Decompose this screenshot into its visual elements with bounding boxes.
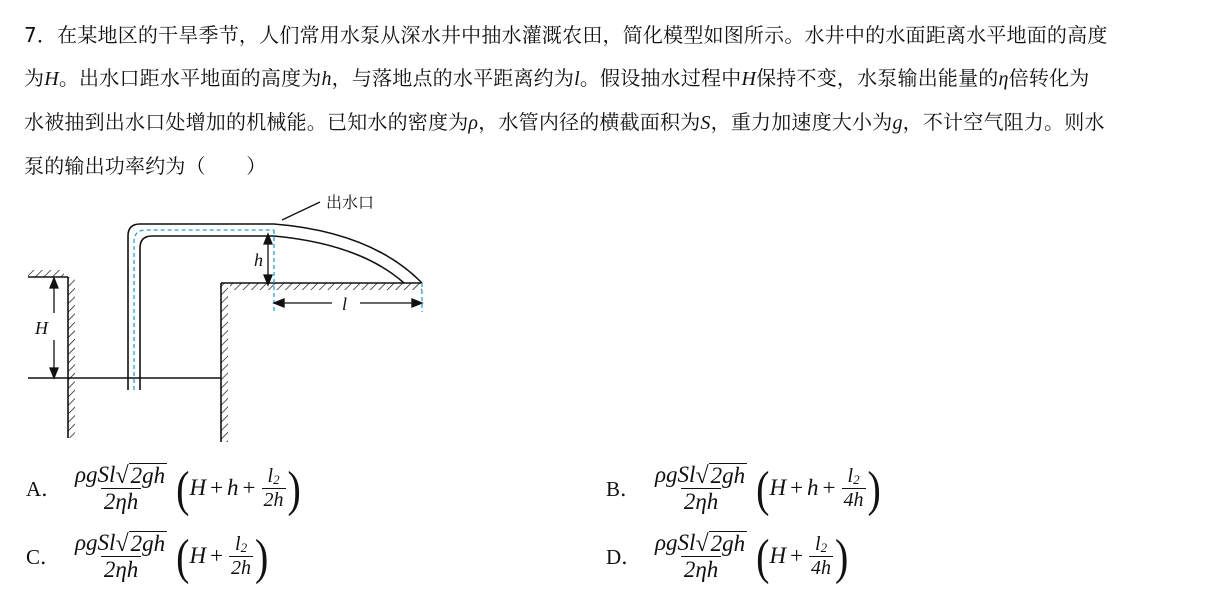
- var-l: l: [574, 68, 580, 90]
- option-d-formula: ρgSl √ 2gh 2ηh ( H + l 2 4h ): [646, 526, 848, 587]
- option-b[interactable]: [606, 456, 881, 520]
- stem-line-2: 为H。出水口距水平地面的高度为h，与落地点的水平距离约为l。假设抽水过程中H保持不变，水泵输出能量的η倍转化为: [24, 66, 1090, 90]
- pump-diagram: [20, 190, 440, 446]
- option-b-letter: B．: [606, 477, 642, 501]
- option-a[interactable]: [26, 456, 301, 520]
- water-pipe: [128, 224, 274, 390]
- var-H: H: [44, 68, 59, 90]
- water-jet: [274, 224, 422, 283]
- outlet-label: 出水口: [326, 193, 375, 212]
- question-stem: [24, 14, 1194, 188]
- right-ground: [221, 283, 422, 442]
- H-dimension: [50, 278, 58, 378]
- var-g: g: [892, 112, 903, 134]
- option-a-inner-fraction: l 2 2h: [263, 464, 284, 511]
- option-b-inner-fraction: l 2 4h: [843, 464, 864, 511]
- var-rho: ρ: [468, 112, 479, 134]
- h-label: h: [254, 250, 263, 270]
- option-b-formula: ρgSl √ 2gh 2ηh ( H + h + l 2 4h ): [646, 458, 881, 519]
- outlet-pointer: [282, 202, 320, 220]
- option-c-main-fraction: ρgSl √ 2gh 2ηh: [72, 526, 170, 587]
- stem-line-4: 泵的输出功率约为（ ）: [24, 154, 267, 178]
- left-well-wall: [28, 270, 75, 438]
- option-a-formula: ρgSl √ 2gh 2ηh ( H + h + l 2 2h ): [66, 458, 301, 519]
- option-d-main-fraction: ρgSl √ 2gh 2ηh: [652, 526, 750, 587]
- option-d-inner-fraction: l 2 4h: [811, 532, 832, 579]
- option-c[interactable]: [26, 524, 268, 588]
- option-a-main-fraction: ρgSl √ 2gh 2ηh: [72, 458, 170, 519]
- option-d[interactable]: [606, 524, 848, 588]
- option-c-formula: ρgSl √ 2gh 2ηh ( H + l 2 2h ): [66, 526, 268, 587]
- option-b-main-fraction: ρgSl √ 2gh 2ηh: [652, 458, 750, 519]
- stem-line-1: 7．在某地区的干旱季节，人们常用水泵从深水井中抽水灌溉农田，简化模型如图所示。水井中的水面距离水平地面的高度: [24, 23, 1108, 47]
- l-label: l: [342, 294, 348, 314]
- var-S: S: [700, 112, 711, 134]
- H-label: H: [35, 318, 48, 338]
- l-dimension: [274, 299, 422, 307]
- option-c-inner-fraction: l 2 2h: [231, 532, 252, 579]
- var-h: h: [321, 68, 332, 90]
- var-eta: η: [998, 68, 1009, 90]
- h-dimension: [264, 234, 272, 285]
- option-a-letter: A．: [26, 477, 63, 501]
- var-H-2: H: [741, 68, 757, 90]
- option-c-letter: C．: [26, 545, 62, 569]
- question-number: 7．: [24, 23, 58, 47]
- stem-line-3: 水被抽到出水口处增加的机械能。已知水的密度为ρ，水管内径的横截面积为S，重力加速度大小为g，不计空气阻力。则水: [24, 110, 1105, 134]
- option-d-letter: D．: [606, 545, 643, 569]
